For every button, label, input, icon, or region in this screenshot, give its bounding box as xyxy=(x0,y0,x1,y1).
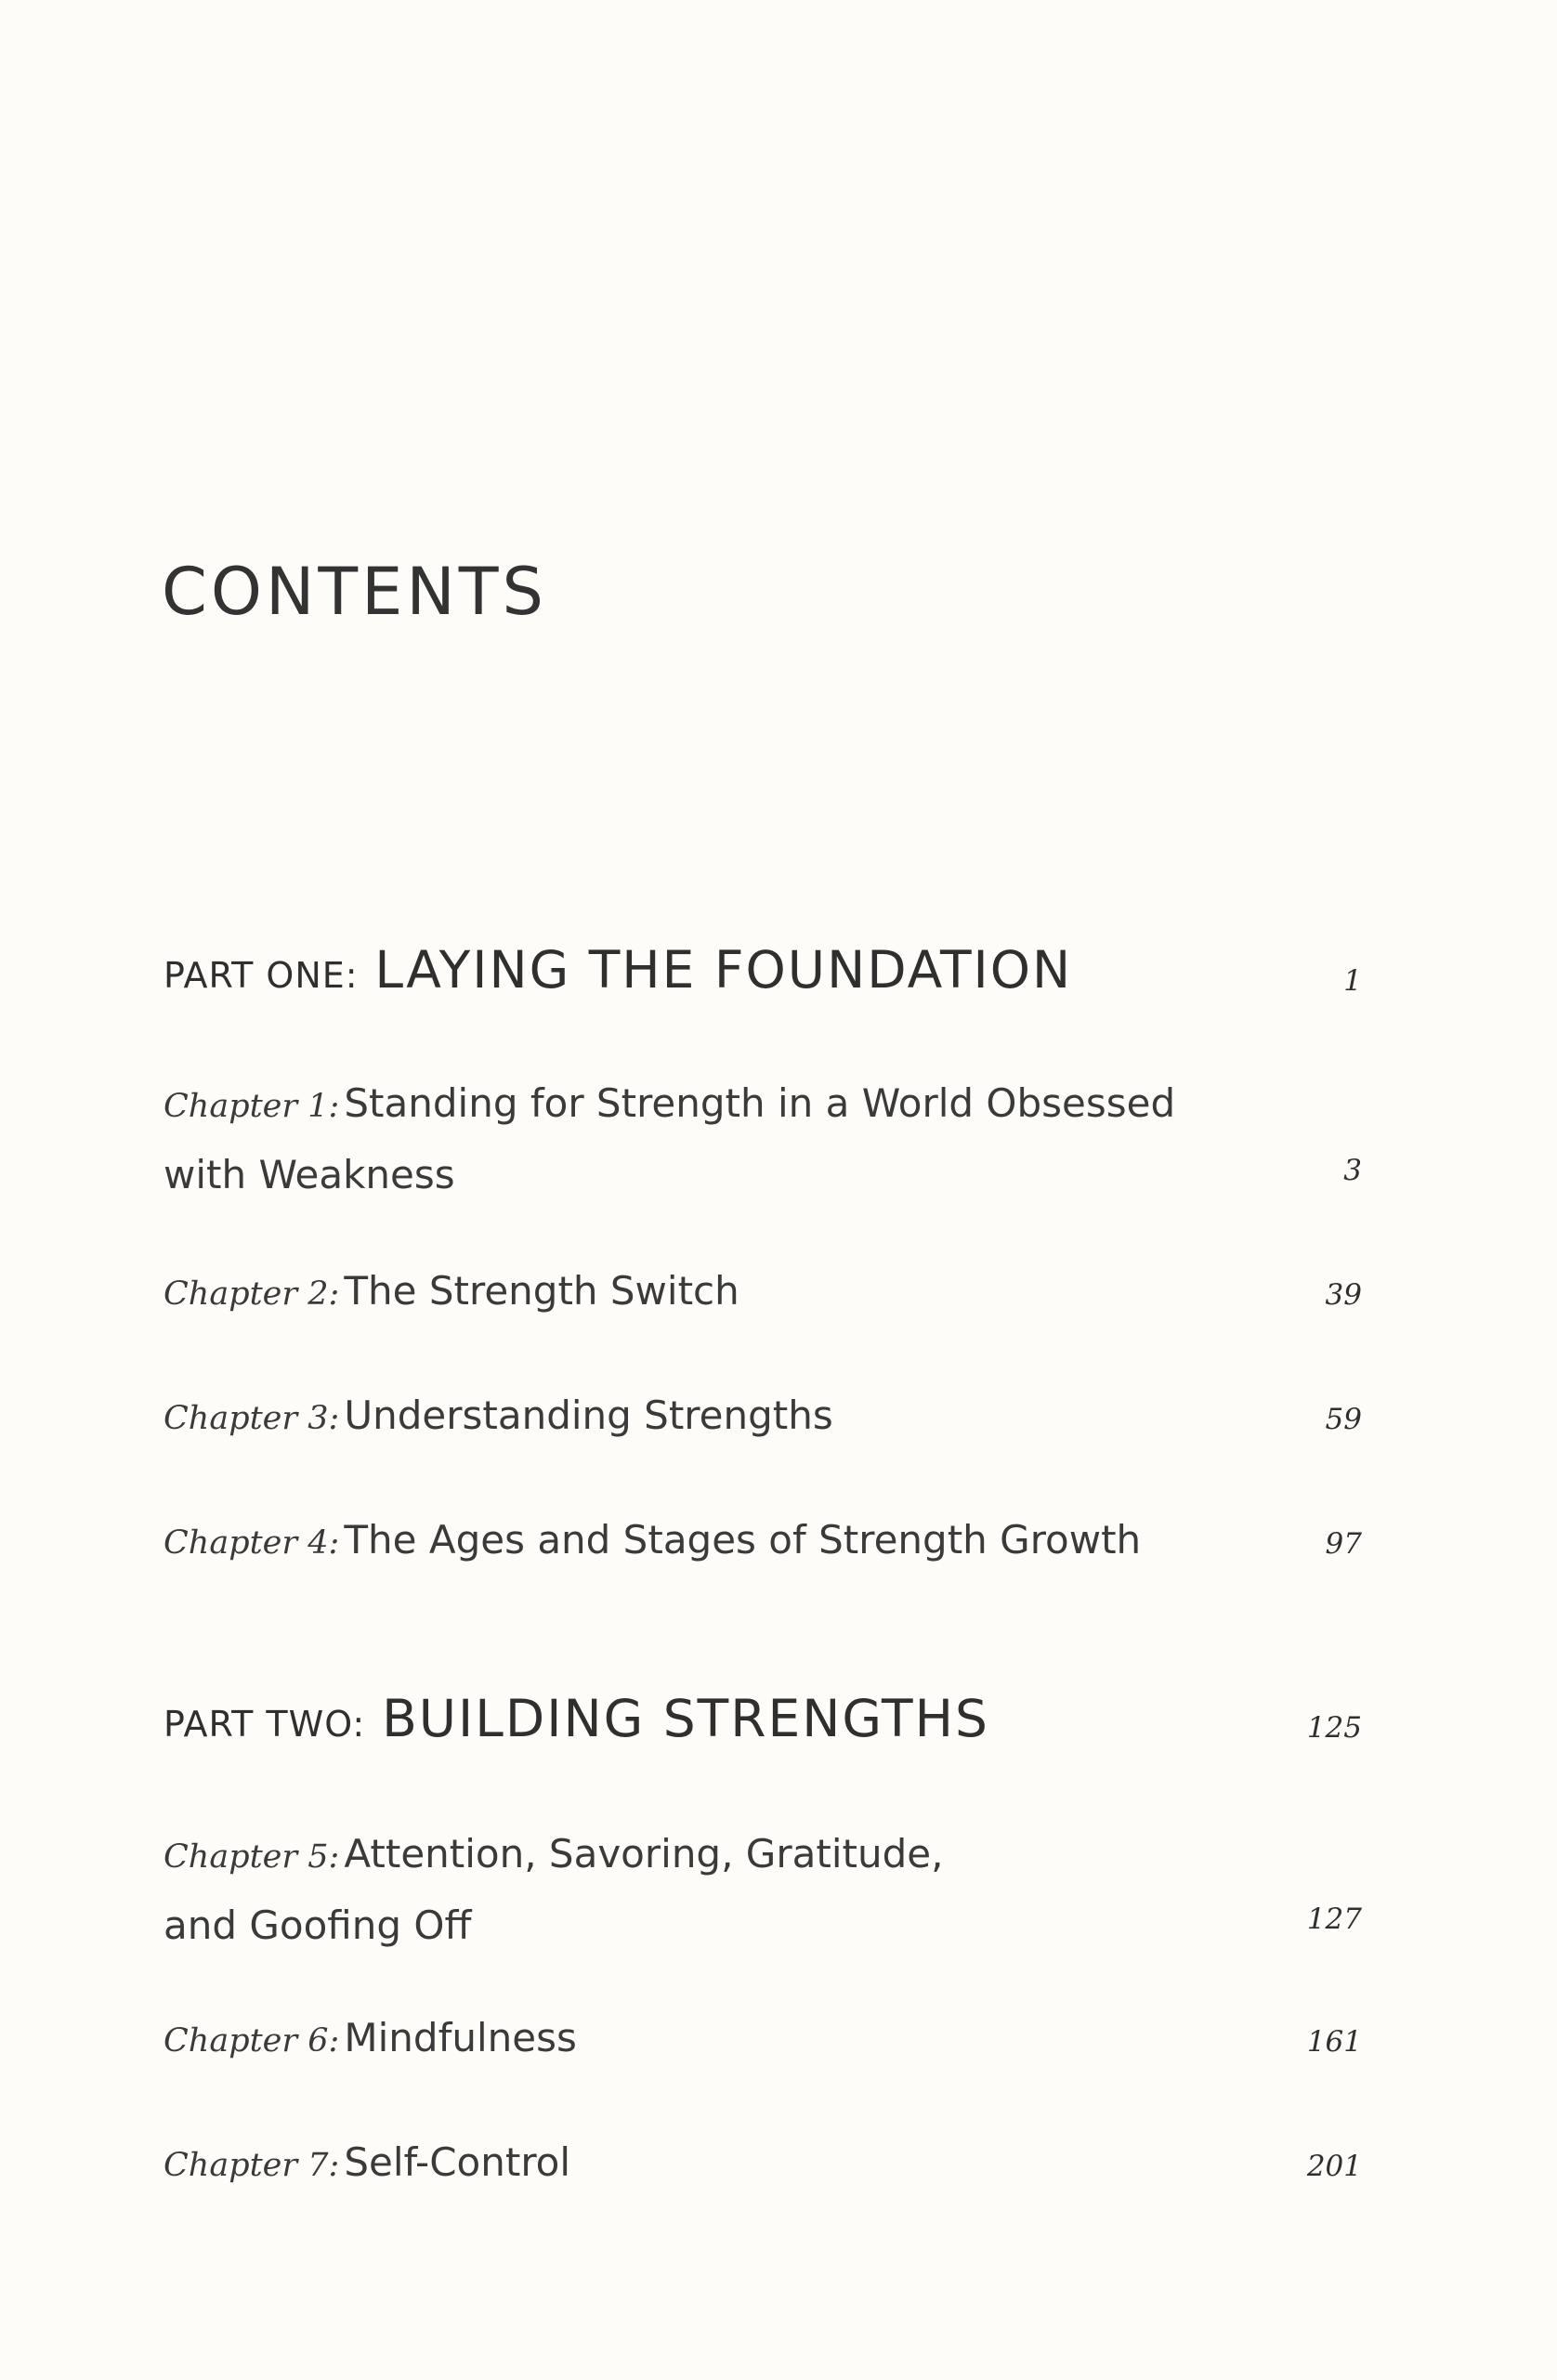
chapter-line xyxy=(164,1509,1362,1580)
part-title: LAYING THE FOUNDATION xyxy=(374,940,1073,1000)
chapter-line xyxy=(164,1260,1362,1331)
chapter-label: Chapter 6: xyxy=(164,2022,340,2060)
page-number: 59 xyxy=(1325,1403,1362,1436)
chapter-label: Chapter 7: xyxy=(164,2147,340,2184)
chapter-title: Mindfulness xyxy=(344,2015,577,2060)
part-prefix: PART ONE: xyxy=(164,955,359,996)
chapter-label: Chapter 4: xyxy=(164,1524,340,1562)
chapter-title: The Strength Switch xyxy=(344,1268,739,1314)
chapter-title: Standing for Strength in a World Obsessed xyxy=(344,1080,1176,1126)
chapter-title-continued: with Weakness xyxy=(164,1152,455,1197)
chapter-7-entry xyxy=(164,2131,1362,2203)
chapter-title: The Ages and Stages of Strength Growth xyxy=(344,1517,1142,1563)
page-number: 125 xyxy=(1306,1711,1362,1745)
chapter-label: Chapter 3: xyxy=(164,1400,340,1437)
part-heading xyxy=(164,940,1362,1000)
chapter-line-continued xyxy=(164,1144,1362,1215)
chapter-label: Chapter 2: xyxy=(164,1275,340,1313)
part-one-entry xyxy=(164,940,1362,1000)
chapter-4-entry xyxy=(164,1509,1362,1580)
chapter-label: Chapter 1: xyxy=(164,1088,340,1125)
chapter-label: Chapter 5: xyxy=(164,1838,340,1876)
chapter-1-entry xyxy=(164,1072,1362,1215)
part-heading xyxy=(164,1689,1362,1749)
part-prefix: PART TWO: xyxy=(164,1704,366,1745)
chapter-title: Understanding Strengths xyxy=(344,1393,833,1438)
chapter-6-entry xyxy=(164,2007,1362,2078)
part-two-entry xyxy=(164,1689,1362,1749)
chapter-title: Self-Control xyxy=(344,2139,571,2185)
chapter-title: Attention, Savoring, Gratitude, xyxy=(344,1831,944,1877)
page-number: 127 xyxy=(1306,1903,1362,1936)
chapter-line xyxy=(164,1823,1362,1894)
page-number: 3 xyxy=(1343,1154,1362,1187)
chapter-line xyxy=(164,1384,1362,1456)
chapter-line xyxy=(164,2007,1362,2078)
page-number: 39 xyxy=(1325,1278,1362,1312)
page-number: 1 xyxy=(1343,964,1362,998)
page-number: 97 xyxy=(1325,1527,1362,1561)
part-title: BUILDING STRENGTHS xyxy=(382,1689,989,1748)
chapter-3-entry xyxy=(164,1384,1362,1456)
page-number: 201 xyxy=(1306,2150,1362,2183)
chapter-line xyxy=(164,1072,1362,1144)
chapter-2-entry xyxy=(164,1260,1362,1331)
chapter-title-continued: and Goofing Off xyxy=(164,1903,472,1948)
chapter-line xyxy=(164,2131,1362,2203)
contents-heading: CONTENTS xyxy=(162,554,547,630)
chapter-line-continued xyxy=(164,1894,1362,1966)
chapter-5-entry xyxy=(164,1823,1362,1966)
page-number: 161 xyxy=(1306,2025,1362,2059)
